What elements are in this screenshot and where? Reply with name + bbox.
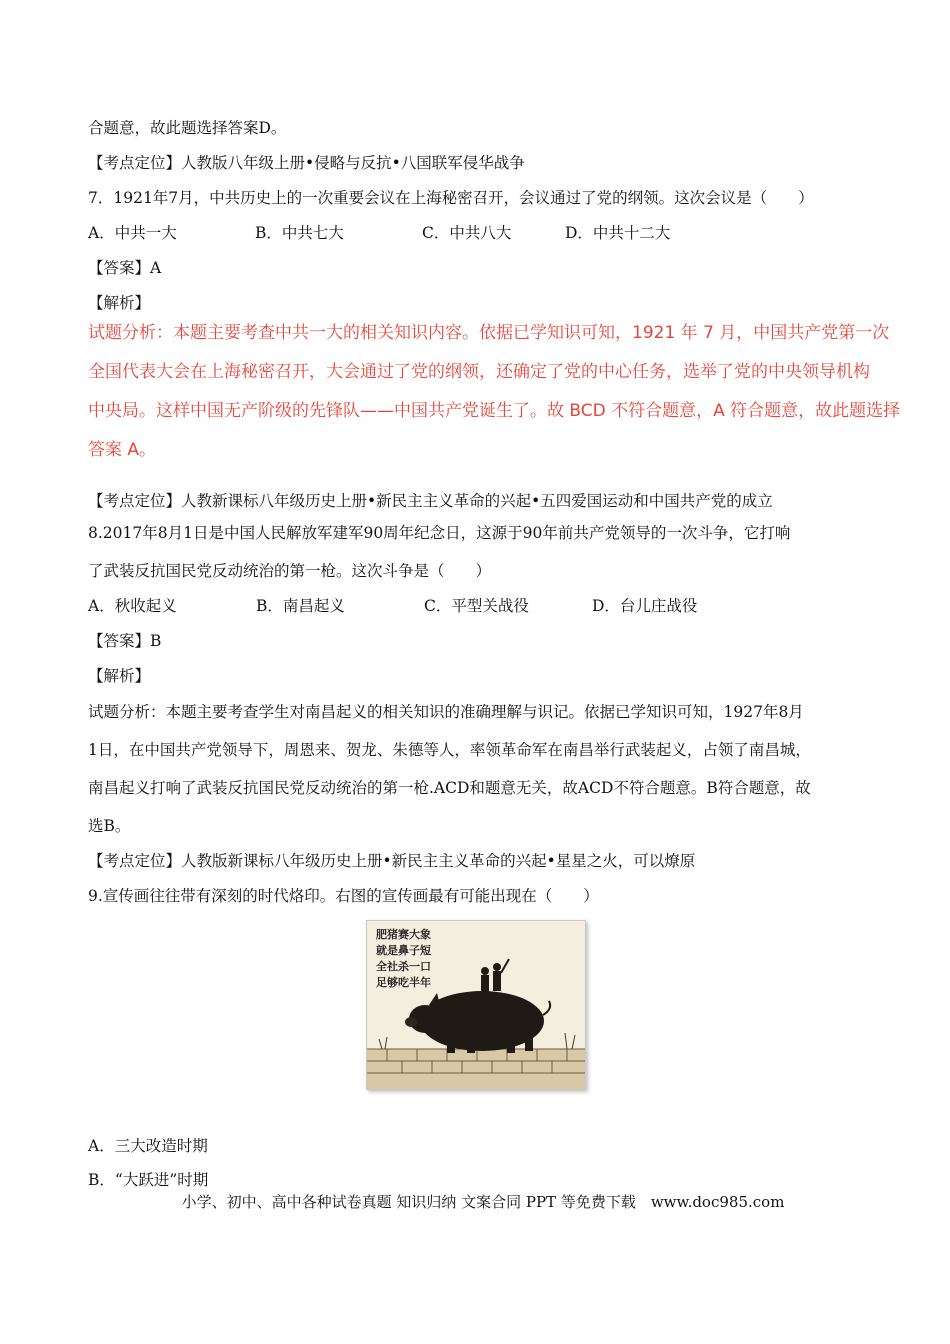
knowledge-point: 【考点定位】人教版新课标八年级历史上册•新民主主义革命的兴起•星星之火，可以燎原 [88, 852, 696, 870]
red-analysis-line: 试题分析：本题主要考查中共一大的相关知识内容。依据已学知识可知，1921 年 7 月，中国共产党第一次 [88, 323, 890, 343]
option-c: C．中共八大 [422, 224, 512, 242]
red-analysis-line: 中央局。这样中国无产阶级的先锋队——中国共产党诞生了。故 BCD 不符合题意，A 符合题意，故此题选择 [88, 401, 901, 421]
question-8: 了武装反抗国民党反动统治的第一枪。这次斗争是（ ） [88, 562, 492, 580]
option-d: D．中共十二大 [565, 224, 671, 242]
option-d: D．台儿庄战役 [592, 597, 698, 615]
poster-caption: 肥猪赛大象 就是鼻子短 全社杀一口 足够吃半年 [376, 928, 431, 989]
analysis-line: 选B。 [88, 817, 131, 835]
knowledge-point: 【考点定位】人教新课标八年级历史上册•新民主主义革命的兴起•五四爱国运动和中国共产党的成立 [88, 492, 773, 510]
analysis-line: 1日，在中国共产党领导下，周恩来、贺龙、朱德等人，率领革命军在南昌举行武装起义，占领了南昌城， [88, 741, 811, 759]
red-analysis-line: 全国代表大会在上海秘密召开，大会通过了党的纲领，还确定了党的中心任务，选举了党的中央领导机构 [88, 362, 870, 382]
option-b: B．南昌起义 [256, 597, 345, 615]
analysis-label: 【解析】 [88, 667, 151, 685]
answer: 【答案】B [88, 632, 162, 650]
option-a: A．秋收起义 [88, 597, 177, 615]
answer: 【答案】A [88, 259, 162, 277]
text-line: 合题意，故此题选择答案D。 [88, 119, 287, 137]
analysis-line: 试题分析：本题主要考查学生对南昌起义的相关知识的准确理解与识记。依据已学知识可知，1927年8月 [88, 703, 804, 721]
knowledge-point: 【考点定位】人教版八年级上册•侵略与反抗•八国联军侵华战争 [88, 154, 525, 172]
option-c: C．平型关战役 [424, 597, 529, 615]
option-b: B．“大跃进”时期 [88, 1171, 209, 1189]
option-b: B．中共七大 [255, 224, 344, 242]
question-8: 8.2017年8月1日是中国人民解放军建军90周年纪念日，这源于90年前共产党领导的一次斗争，它打响 [88, 524, 791, 542]
propaganda-poster [366, 920, 586, 1090]
question-7: 7．1921年7月，中共历史上的一次重要会议在上海秘密召开，会议通过了党的纲领。这次会议是（ ） [88, 189, 814, 207]
question-9: 9.宣传画往往带有深刻的时代烙印。右图的宣传画最有可能出现在（ ） [88, 887, 599, 905]
option-a: A．中共一大 [88, 224, 177, 242]
analysis-line: 南昌起义打响了武装反抗国民党反动统治的第一枪.ACD和题意无关，故ACD不符合题意。B符合题意，故 [88, 779, 811, 797]
analysis-label: 【解析】 [88, 294, 151, 312]
option-a: A．三大改造时期 [88, 1137, 208, 1155]
question-7-options [88, 223, 878, 243]
footer: 小学、初中、高中各种试卷真题 知识归纳 文案合同 PPT 等免费下载 www.doc985.com [181, 1193, 785, 1211]
question-8-options [88, 596, 878, 616]
red-analysis-line: 答案 A。 [88, 440, 157, 460]
